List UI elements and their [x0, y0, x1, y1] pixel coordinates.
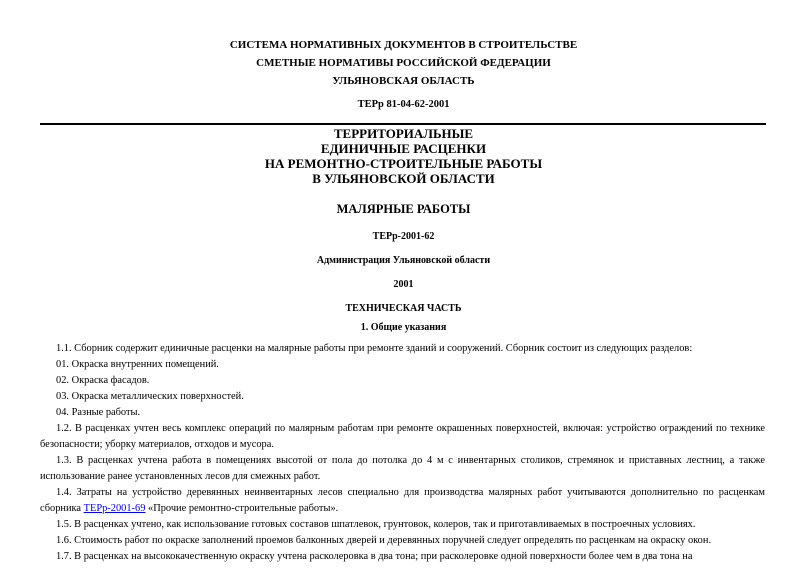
paragraph-1-4: [40, 485, 765, 517]
collection-code: ТЕРр-2001-62: [372, 231, 435, 242]
list-item: 01. Окраска внутренних помещений.: [56, 359, 219, 370]
paragraph-1-7: 1.7. В расценках на высококачественную окраску учтена расколеровка в два тона; при расколеровке одной поверхности более чем в два тона на: [56, 551, 693, 562]
paragraph-1-1: 1.1. Сборник содержит единичные расценки на малярные работы при ремонте зданий и сооружений. Сборник состоит из следующих разделов:: [56, 343, 693, 354]
region-title: УЛЬЯНОВСКАЯ ОБЛАСТЬ: [332, 75, 475, 87]
paragraph-1-6: 1.6. Стоимость работ по окраске заполнений проемов балконных дверей и деревянных поручней следует определять по расценкам на окраску окон.: [56, 535, 712, 546]
list-item: 02. Окраска фасадов.: [56, 375, 150, 386]
subtitle: МАЛЯРНЫЕ РАБОТЫ: [336, 202, 471, 216]
list-item: 03. Окраска металлических поверхностей.: [56, 391, 244, 402]
year: 2001: [393, 279, 414, 290]
paragraph-1-4-tail: «Прочие ремонтно-строительные работы».: [145, 503, 339, 514]
header-divider: [40, 123, 766, 125]
document-code: ТЕРр 81-04-62-2001: [357, 99, 450, 110]
collection-link[interactable]: ТЕРр-2001-69: [83, 503, 146, 514]
issuing-authority: Администрация Ульяновской области: [316, 255, 491, 266]
main-title-line: НА РЕМОНТНО-СТРОИТЕЛЬНЫЕ РАБОТЫ: [264, 156, 543, 171]
list-item: 04. Разные работы.: [56, 407, 141, 418]
subsection-title: 1. Общие указания: [360, 322, 447, 333]
main-title-line: ЕДИНИЧНЫЕ РАСЦЕНКИ: [320, 141, 487, 156]
main-title-line: ТЕРРИТОРИАЛЬНЫЕ: [333, 126, 474, 141]
main-title: [0, 126, 807, 186]
system-title: СИСТЕМА НОРМАТИВНЫХ ДОКУМЕНТОВ В СТРОИТЕЛЬСТВЕ: [229, 39, 578, 51]
section-title: ТЕХНИЧЕСКАЯ ЧАСТЬ: [345, 303, 462, 314]
body-text: [40, 341, 765, 565]
paragraph-1-3: 1.3. В расценках учтена работа в помещениях высотой от пола до потолка до 4 м с инвентарных столиков, стремянок и приставных лестниц, а также использование ранее установленных лесов для смежных работ.: [40, 455, 765, 482]
main-title-line: В УЛЬЯНОВСКОЙ ОБЛАСТИ: [312, 171, 495, 186]
paragraph-1-5: 1.5. В расценках учтено, как использование готовых составов шпатлевок, грунтовок, колеров, так и приготавливаемых в построечных условиях.: [56, 519, 696, 530]
norms-title: СМЕТНЫЕ НОРМАТИВЫ РОССИЙСКОЙ ФЕДЕРАЦИИ: [256, 57, 551, 69]
paragraph-1-2: 1.2. В расценках учтен весь комплекс операций по малярным работам при ремонте окрашенных поверхностей, включая: устройство ограждений по технике безопасности; уборку материалов, отходов и мусора.: [40, 423, 765, 450]
paragraph-1-4-text: 1.4. Затраты на устройство деревянных неинвентарных лесов специально для производства малярных работ учитываются дополнительно по расценкам сборника: [40, 487, 765, 514]
